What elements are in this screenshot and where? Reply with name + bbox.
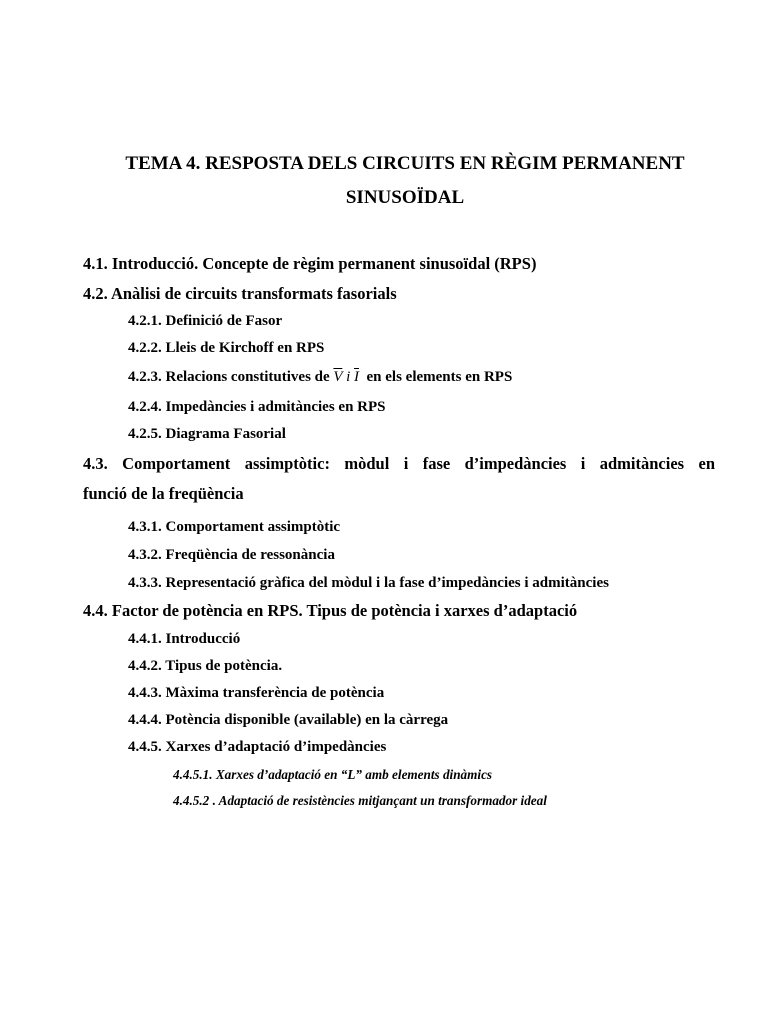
toc-section-4-3-line-2: funció de la freqüència xyxy=(83,484,244,503)
toc-subsection-4-2-5: 4.2.5. Diagrama Fasorial xyxy=(128,426,286,442)
toc-subsection-4-2-1: 4.2.1. Definició de Fasor xyxy=(128,313,283,329)
toc-subsection-4-4-4: 4.4.4. Potència disponible (available) en la càrrega xyxy=(128,712,449,728)
toc-section-4-4: 4.4. Factor de potència en RPS. Tipus de potència i xarxes d’adaptació xyxy=(83,601,578,620)
toc-subsection-4-2-3-text-before: 4.2.3. Relacions constitutives de xyxy=(128,369,334,385)
toc-subsection-4-4-5: 4.4.5. Xarxes d’adaptació d’impedàncies xyxy=(128,739,387,755)
toc-subsection-4-2-3-text-after: en els elements en RPS xyxy=(359,369,513,385)
phasor-v-symbol: $\overline{V}$ xyxy=(333,369,343,385)
toc-subsection-4-2-2: 4.2.2. Lleis de Kirchoff en RPS xyxy=(128,340,325,356)
toc-subsection-4-3-2: 4.3.2. Freqüència de ressonància xyxy=(128,547,335,563)
toc-section-4-1: 4.1. Introducció. Concepte de règim permanent sinusoïdal (RPS) xyxy=(83,254,537,273)
toc-subsection-4-2-3-conjunction: i xyxy=(342,369,354,385)
toc-subsection-4-2-4: 4.2.4. Impedàncies i admitàncies en RPS xyxy=(128,399,386,415)
toc-section-4-3-line-1: 4.3. Comportament assimptòtic: mòdul i fase d’impedàncies i admitàncies en xyxy=(83,454,715,473)
toc-subsection-4-4-1: 4.4.1. Introducció xyxy=(128,631,241,647)
phasor-i-symbol: $\overline{I}$ xyxy=(354,369,359,385)
toc-subsection-4-3-1: 4.3.1. Comportament assimptòtic xyxy=(128,519,341,535)
toc-subsection-4-4-2: 4.4.2. Tipus de potència. xyxy=(128,658,283,674)
toc-subsubsection-4-4-5-2: 4.4.5.2 . Adaptació de resistències mitjançant un transformador ideal xyxy=(173,793,547,808)
toc-subsubsection-4-4-5-1: 4.4.5.1. Xarxes d’adaptació en “L” amb elements dinàmics xyxy=(173,767,493,782)
document-title-line-2: SINUSOÏDAL xyxy=(345,187,465,208)
toc-subsection-4-3-3: 4.3.3. Representació gràfica del mòdul i la fase d’impedàncies i admitàncies xyxy=(128,575,609,591)
toc-subsection-4-4-3: 4.4.3. Màxima transferència de potència xyxy=(128,685,385,701)
toc-subsection-4-2-3 xyxy=(128,369,512,386)
toc-section-4-2: 4.2. Anàlisi de circuits transformats fasorials xyxy=(83,284,397,303)
document-title-line-1: TEMA 4. RESPOSTA DELS CIRCUITS EN RÈGIM PERMANENT xyxy=(125,153,685,174)
